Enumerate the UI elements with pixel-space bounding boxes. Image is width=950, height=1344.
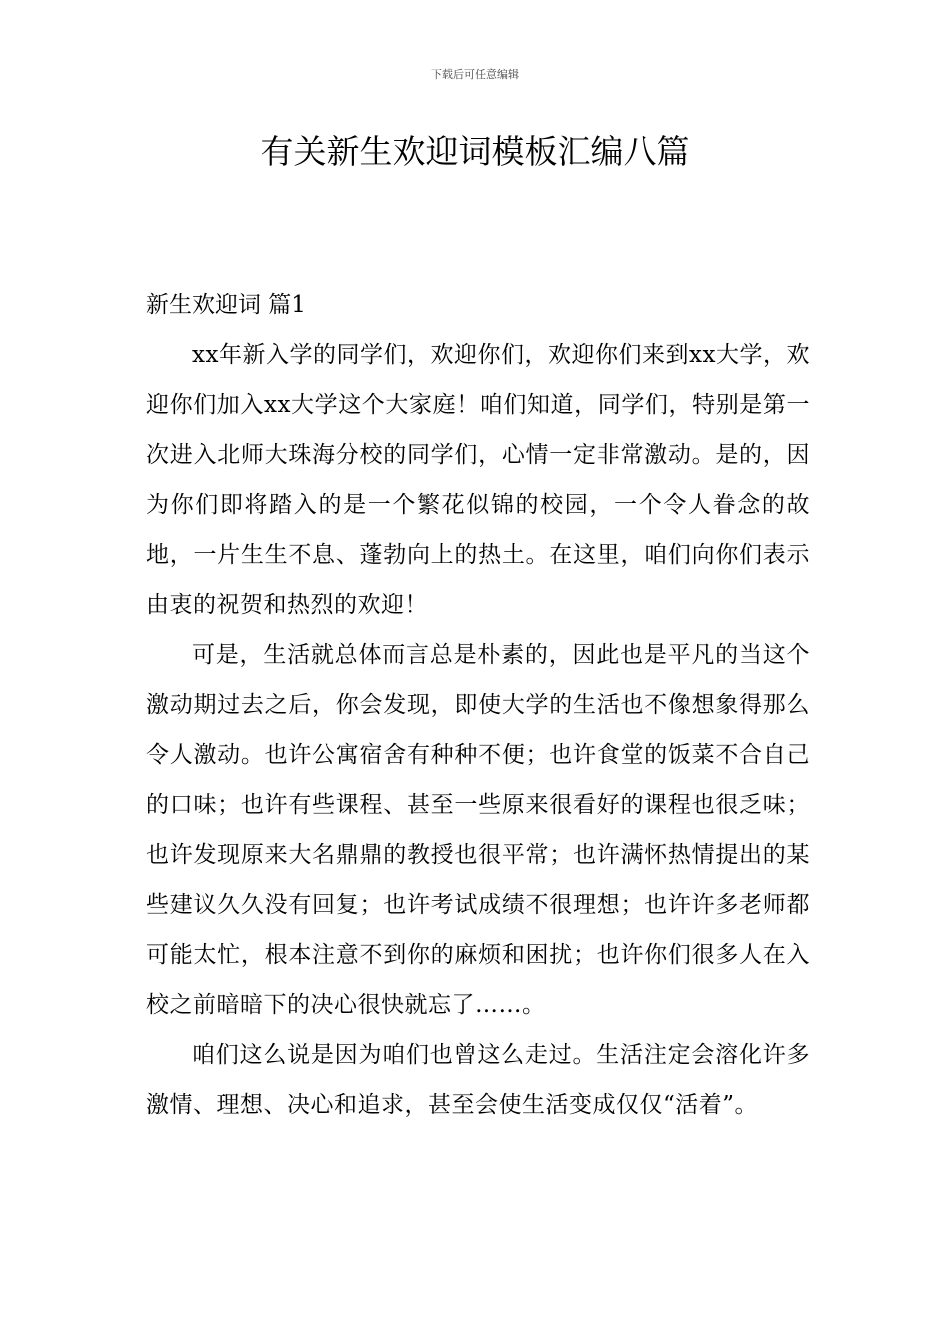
paragraph-3: 咱们这么说是因为咱们也曾这么走过。生活注定会溶化许多激情、理想、决心和追求，甚至会使生活变成仅仅“活着”。 xyxy=(146,1042,810,1118)
paragraph-1: xx年新入学的同学们，欢迎你们，欢迎你们来到xx大学，欢迎你们加入xx大学这个大家庭！咱们知道，同学们，特别是第一次进入北师大珠海分校的同学们，心情一定非常激动。是的，因为你们即将踏入的是一个繁花似锦的校园，一个令人眷念的故地，一片生生不息、蓬勃向上的热土。在这里，咱们向你们表示由衷的祝贺和热烈的欢迎！ xyxy=(146,342,810,618)
document-title: 有关新生欢迎词模板汇编八篇 xyxy=(260,132,690,171)
header-note: 下载后可任意编辑 xyxy=(431,68,519,81)
paragraph-2: 可是，生活就总体而言总是朴素的，因此也是平凡的当这个激动期过去之后，你会发现，即使大学的生活也不像想象得那么令人激动。也许公寓宿舍有种种不便；也许食堂的饭菜不合自己的口味；也许有些课程、甚至一些原来很看好的课程也很乏味；也许发现原来大名鼎鼎的教授也很平常；也许满怀热情提出的某些建议久久没有回复；也许考试成绩不很理想；也许许多老师都可能太忙，根本注意不到你的麻烦和困扰；也许你们很多人在入校之前暗暗下的决心很快就忘了……。 xyxy=(146,642,810,1018)
document-body xyxy=(146,280,810,1130)
section-heading: 新生欢迎词 篇1 xyxy=(146,292,306,318)
